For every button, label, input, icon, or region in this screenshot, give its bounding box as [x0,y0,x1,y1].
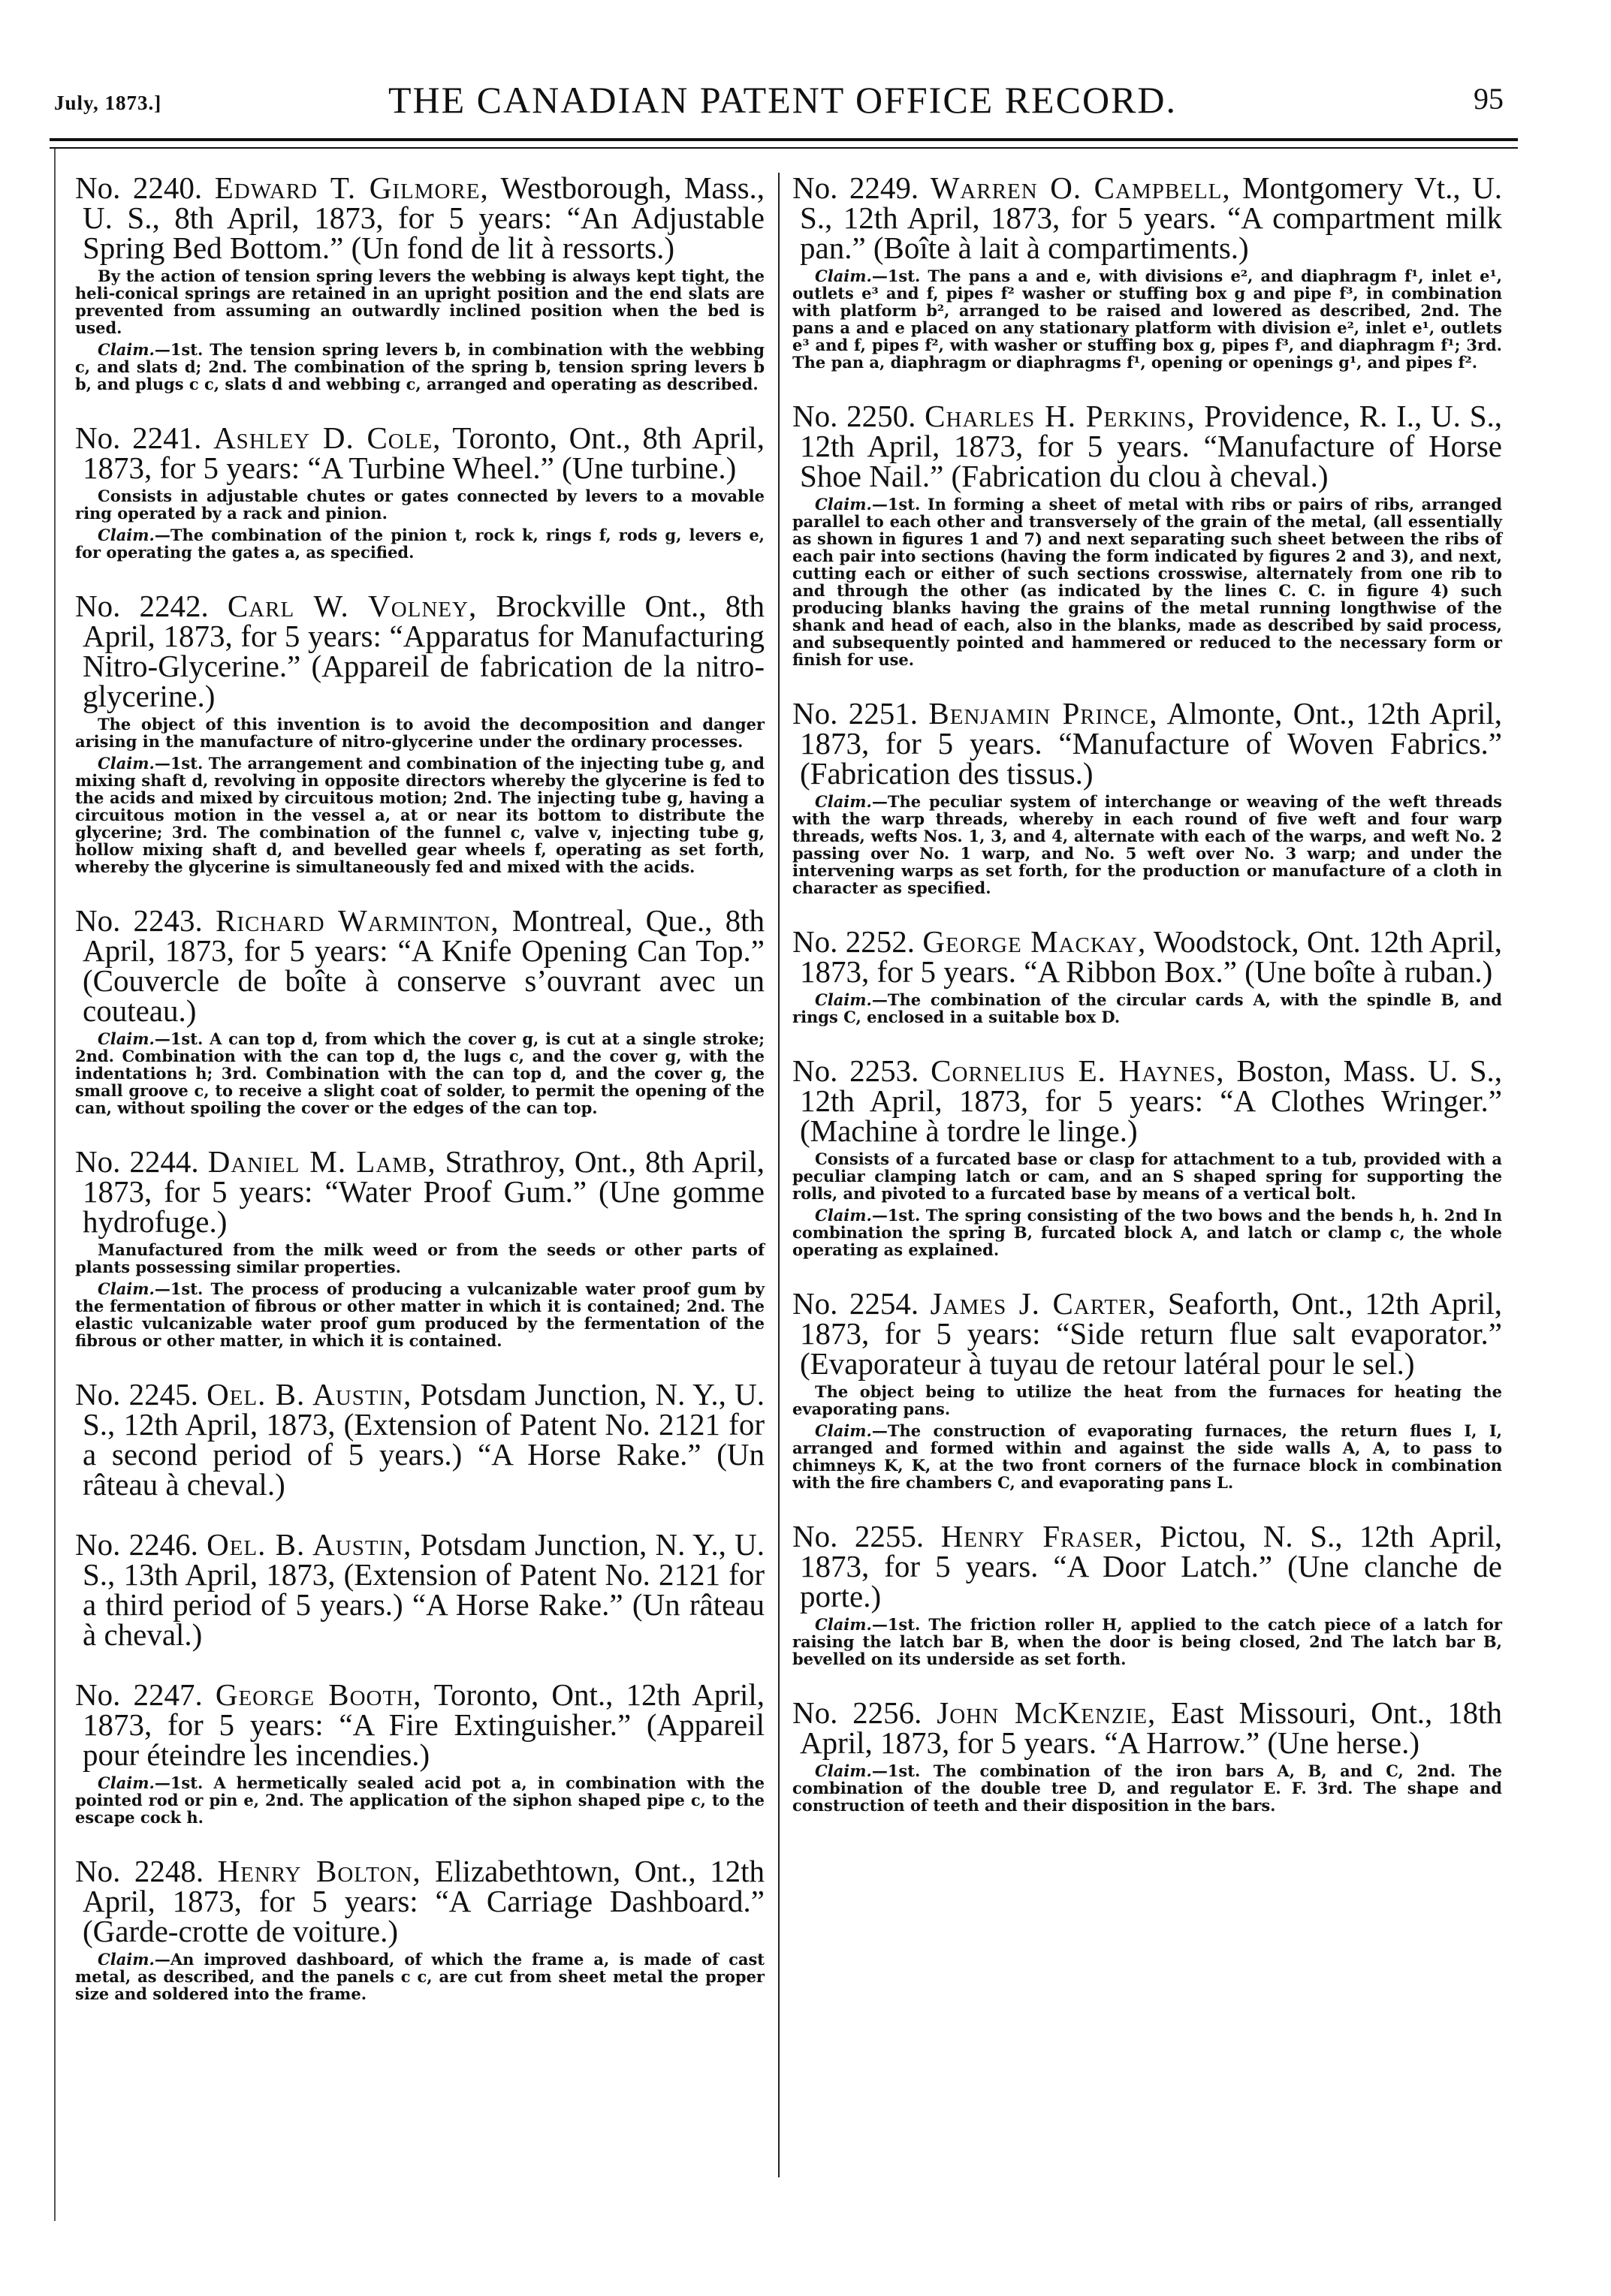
paragraph-body: —The combination of the pinion t, rock k, rings f, rods g, levers e, for operating the gates a, as specified. [75,526,765,562]
column-divider [778,173,780,2177]
patent-entry [75,905,765,1116]
patent-number: No. 2240. [75,170,203,205]
patent-heading [75,905,765,1026]
patent-entry [75,1677,765,1827]
patent-number: No. 2245. [75,1377,198,1412]
patent-details: Montreal, Que., 8th April, 1873, for 5 years: “A Knife Opening Can Top.” (Couvercle de boîte à conserve s’ouvrant avec un couteau.) [83,903,765,1028]
patent-details: Brockville Ont., 8th April, 1873, for 5 years: “Apparatus for Manufacturing Nitro-Glycerine.” (Appareil de fabrication de la nitro-glycerine.) [83,589,765,713]
patent-heading [792,696,1502,791]
patent-entry [792,401,1502,668]
patent-details: Woodstock, Ont. 12th April, 1873, for 5 years. “A Ribbon Box.” (Une boîte à ruban.) [800,924,1502,989]
patent-number: No. 2256. [792,1695,922,1730]
paragraph-body: Consists in adjustable chutes or gates connected by levers to a movable ring operated by a rack and pinion. [75,487,765,523]
patentee-name: Oel. B. Austin, [207,1377,412,1412]
paragraph-body: —1st. In forming a sheet of metal with ribs or pairs of ribs, arranged parallel to each other and transversely of the grain of the metal, (all essentially as shown in figures 1 and 7) and next separating such sheet between the ribs of each pair into sections (having the form indicated by figures 2 and 3), and next, cutting each or either of such sections crosswise, alternately from one rib to and through the other (as indicated by the lines C. C. in figure 4) such producing blanks having the grains of the metal running longthwise of the shank and head of each, also in the blanks, made as described by said process, and subsequently pointed and hammered or reduced to the necessary form or finish for use. [792,495,1502,669]
claim-text [75,1280,765,1349]
header-rule-thin [50,147,1518,149]
patent-heading [75,591,765,711]
right-column [792,170,1503,1844]
patent-entry [792,924,1502,1026]
patent-heading [792,924,1502,989]
paragraph-body: —1st. The tension spring levers b, in combination with the webbing c, and slats d; 2nd. The combination of the spring b, tension spring levers b b, and plugs c c, slats d and webbing c, arranged and operating as described. [75,340,765,393]
patent-number: No. 2253. [792,1053,919,1088]
claim-label: Claim. [815,1421,872,1440]
claim-text [75,341,765,393]
header-date: July, 1873.] [54,92,162,114]
claim-label: Claim. [815,1761,872,1780]
patentee-name: Henry Fraser, [940,1519,1143,1553]
paragraph-body: Manufactured from the milk weed or from the seeds or other parts of plants possessing similar properties. [75,1240,765,1276]
paragraph-body: —The combination of the circular cards A, with the spindle B, and rings C, enclosed in a suitable box D. [792,990,1502,1026]
claim-text [792,267,1502,371]
patentee-name: Cornelius E. Haynes, [931,1053,1225,1088]
patent-number: No. 2248. [75,1854,204,1888]
patent-number: No. 2242. [75,589,209,623]
patent-details: Providence, R. I., U. S., 12th April, 1873, for 5 years. “Manufacture of Horse Shoe Nail.” (Fabrication du clou à cheval.) [800,399,1502,493]
patent-heading [75,1677,765,1772]
patentee-name: George Mackay, [922,924,1147,959]
patent-details: Toronto, Ont., 12th April, 1873, for 5 years: “A Fire Extinguisher.” (Appareil pour éteindre les incendies.) [83,1677,765,1772]
patent-entry [75,420,765,562]
paragraph-body: The object being to utilize the heat from the furnaces for heating the evaporating pans. [792,1382,1502,1418]
paragraph-body: —1st. The friction roller H, applied to the catch piece of a latch for raising the latch bar B, when the door is being closed, 2nd The latch bar B, bevelled on its underside as set forth. [792,1615,1502,1668]
patent-details: Montgomery Vt., U. S., 12th April, 1873, for 5 years. “A compartment milk pan.” (Boîte à lait à compartiments.) [800,170,1502,265]
patentee-name: John McKenzie, [937,1695,1157,1730]
claim-text [792,1207,1502,1258]
patent-details: Elizabethtown, Ont., 12th April, 1873, for 5 years: “A Carriage Dashboard.” (Garde-crotte de voiture.) [83,1854,765,1948]
paragraph-body: —1st. A hermetically sealed acid pot a, in combination with the pointed rod or pin e, 2nd. The application of the siphon shaped pipe c, to the escape cock h. [75,1773,765,1827]
paragraph-body: —An improved dashboard, of which the frame a, is made of cast metal, as described, and the panels c c, are cut from sheet metal the proper size and soldered into the frame. [75,1950,765,2003]
patentee-name: Warren O. Campbell, [930,170,1231,205]
patent-entry [792,1288,1502,1491]
patent-details: Seaforth, Ont., 12th April, 1873, for 5 years: “Side return flue salt evaporator.” (Evaporateur à tuyau de retour latéral pour le sel.) [800,1286,1503,1381]
claim-label: Claim. [98,1950,155,1969]
claim-text [792,793,1502,896]
patent-heading [75,420,765,485]
patentee-name: James J. Carter, [930,1286,1157,1321]
patent-entry [792,1053,1503,1259]
claim-label: Claim. [98,754,155,773]
patentee-name: Edward T. Gilmore, [214,170,489,205]
left-margin-rule [54,149,56,2221]
description-text [792,1150,1502,1202]
paragraph-body: The object of this invention is to avoid the decomposition and danger arising in the manufacture of nitro-glycerine under the ordinary processes. [75,715,765,751]
left-column [75,170,765,2032]
patent-details: Boston, Mass. U. S., 12th April, 1873, for 5 years: “A Clothes Wringer.” (Machine à tordre le linge.) [800,1053,1503,1148]
patent-number: No. 2243. [75,903,203,938]
patent-heading [792,170,1502,265]
claim-text [792,1616,1502,1668]
claim-text [75,1774,765,1826]
patent-entry [75,1146,765,1349]
patent-details: Almonte, Ont., 12th April, 1873, for 5 years. “Manufacture of Woven Fabrics.” (Fabrication des tissus.) [800,696,1502,791]
patent-entry [75,170,765,393]
patent-details: East Missouri, Ont., 18th April, 1873, for 5 years. “A Harrow.” (Une herse.) [800,1695,1502,1760]
patentee-name: Benjamin Prince, [928,696,1158,731]
patentee-name: George Booth, [215,1677,422,1712]
patent-entry [75,1856,765,2002]
patent-number: No. 2247. [75,1677,203,1712]
header-rule [50,138,1518,141]
claim-text [792,1762,1502,1814]
patent-heading [792,1519,1503,1614]
paragraph-body: —1st. The spring consisting of the two bows and the bends h, h. 2nd In combination the spring B, furcated block A, and latch or clamp c, the whole operating as explained. [792,1206,1502,1259]
patentee-name: Daniel M. Lamb, [207,1144,436,1179]
claim-label: Claim. [98,1773,155,1792]
patentee-name: Ashley D. Cole, [213,420,442,455]
patent-entry [792,1521,1502,1668]
paragraph-body: —1st. The combination of the iron bars A, B, and C, 2nd. The combination of the double tree D, and regulator E. F. 3rd. The shape and construction of teeth and their disposition in the bars. [792,1761,1502,1815]
patent-number: No. 2249. [792,170,919,205]
patent-number: No. 2241. [75,420,202,455]
patent-number: No. 2246. [75,1527,198,1562]
claim-label: Claim. [815,495,872,514]
claim-label: Claim. [98,1029,155,1048]
claim-label: Claim. [98,526,155,544]
patent-details: Westborough, Mass., U. S., 8th April, 1873, for 5 years: “An Adjustable Spring Bed Bottom.” (Un fond de lit à ressorts.) [83,170,765,265]
patent-heading [75,1529,765,1650]
patent-entry [75,591,765,875]
claim-text [792,496,1502,668]
patentee-name: Henry Bolton, [217,1854,421,1888]
description-text [75,487,765,522]
patentee-name: Charles H. Perkins, [925,399,1196,433]
patent-entry [75,1529,765,1650]
claim-text [792,1422,1502,1491]
patent-number: No. 2251. [792,696,919,731]
paragraph-body: —The construction of evaporating furnaces, the return flues I, I, arranged and formed within and against the side walls A, A, to pass to chimneys K, K, at the two front corners of the furnace block in combination with the fire chambers C, and evaporating pans L. [792,1421,1502,1492]
patent-entry [75,1377,765,1502]
paragraph-body: By the action of tension spring levers the webbing is always kept tight, the heli-conical springs are retained in an upright position and the end slats are prevented from assuming an outwardly inclined position when the bed is used. [75,267,765,337]
patent-details: Strathroy, Ont., 8th April, 1873, for 5 years: “Water Proof Gum.” (Une gomme hydrofuge.) [83,1144,765,1239]
patent-heading [792,1053,1503,1148]
patent-number: No. 2255. [792,1519,925,1553]
paragraph-body: —1st. The pans a and e, with divisions e², and diaphragm f¹, inlet e¹, outlets e³ and f, pipes f² washer or stuffing box g and pipe f³, in combination with platform b², arranged to be raised and lowered as described, 2nd. The pans a and e placed on any stationary platform with division e², inlet e¹, outlets e³ and f, pipes f², with washer or stuffing box g, pipes f³, and diaphragm f¹; 3rd. The pan a, diaphragm or diaphragms f¹, opening or openings g¹, and pipes f². [792,267,1502,372]
claim-label: Claim. [815,1615,872,1634]
claim-label: Claim. [815,267,872,285]
patent-entry [792,1695,1502,1815]
paragraph-body: —1st. The process of producing a vulcanizable water proof gum by the fermentation of fibrous or other matter in which it is contained; 2nd. The elastic vulcanizable water proof gum produced by the fermentation of the fibrous or other matter, in which it is contained. [75,1279,765,1350]
patent-entry [792,698,1502,896]
claim-text [792,991,1502,1026]
patent-number: No. 2254. [792,1286,919,1321]
description-text [792,1383,1502,1418]
claim-label: Claim. [815,1206,872,1225]
patent-entry [792,170,1502,372]
claim-label: Claim. [98,1279,155,1298]
patent-heading [75,170,765,265]
description-text [75,1241,765,1276]
paragraph-body: —The peculiar system of interchange or weaving of the weft threads with the warp threads, whereby in each round of five weft and four warp threads, wefts Nos. 1, 3, and 4, alternate with each of the warps, and weft No. 2 passing over No. 1 warp, and No. 5 weft over No. 3 warp; and under the intervening warps as set forth, for the production or manufacture of a cloth in character as specified. [792,792,1502,897]
claim-text [75,526,765,561]
page-number: 95 [1474,82,1504,116]
patent-heading [75,1146,765,1237]
claim-text [75,1030,765,1116]
patent-heading [792,401,1502,491]
claim-text [75,1951,765,2002]
page-header [47,78,1519,120]
patentee-name: Richard Warminton, [216,903,499,938]
description-text [75,716,765,750]
patentee-name: Oel. B. Austin, [207,1527,412,1562]
claim-label: Claim. [815,990,872,1009]
patentee-name: Carl W. Volney, [227,589,478,623]
patent-heading [792,1288,1502,1379]
paragraph-body: —1st. The arrangement and combination of the injecting tube g, and mixing shaft d, revolving in opposite directors whereby the glycerine is fed to the acids and mixed by circuitous motion; 2nd. The injecting tube g, having a circuitous motion in the vessel a, at or near its bottom to distribute the glycerine; 3rd. The combination of the funnel c, valve v, injecting tube g, hollow mixing shaft d, and bevelled gear wheels f, operating as set forth, whereby the glycerine is simultaneously fed and mixed with the acids. [75,754,765,876]
patent-details: Potsdam Junction, N. Y., U. S., 13th April, 1873, (Extension of Patent No. 2121 for a third period of 5 years.) “A Horse Rake.” (Un râteau à cheval.) [83,1527,765,1652]
claim-label: Claim. [98,340,155,359]
patent-details: Pictou, N. S., 12th April, 1873, for 5 years. “A Door Latch.” (Une clanche de porte.) [800,1519,1503,1614]
patent-number: No. 2250. [792,399,916,433]
patent-number: No. 2244. [75,1144,199,1179]
patent-details: Potsdam Junction, N. Y., U. S., 12th April, 1873, (Extension of Patent No. 2121 for a second period of 5 years.) “A Horse Rake.” (Un râteau à cheval.) [83,1377,765,1502]
paragraph-body: —1st. A can top d, from which the cover g, is cut at a single stroke; 2nd. Combination with the can top d, the lugs c, and the cover g, with the indentations h; 3rd. Combination with the can top d, and the cover g, the small groove c, to receive a slight coat of solder, to permit the opening of the can, without spoiling the cover or the edges of the can top. [75,1029,765,1117]
patent-heading [75,1377,765,1502]
patent-heading [75,1856,765,1946]
patent-number: No. 2252. [792,924,916,959]
header-title: THE CANADIAN PATENT OFFICE RECORD. [388,79,1178,121]
claim-label: Claim. [815,792,872,811]
description-text [75,267,765,336]
claim-text [75,755,765,875]
patent-heading [792,1695,1502,1760]
paragraph-body: Consists of a furcated base or clasp for attachment to a tub, provided with a peculiar clamping latch or cam, and an S shaped spring for supporting the rolls, and pivoted to a furcated base by means of a vertical bolt. [792,1150,1502,1203]
patent-details: Toronto, Ont., 8th April, 1873, for 5 years: “A Turbine Wheel.” (Une turbine.) [83,420,765,485]
